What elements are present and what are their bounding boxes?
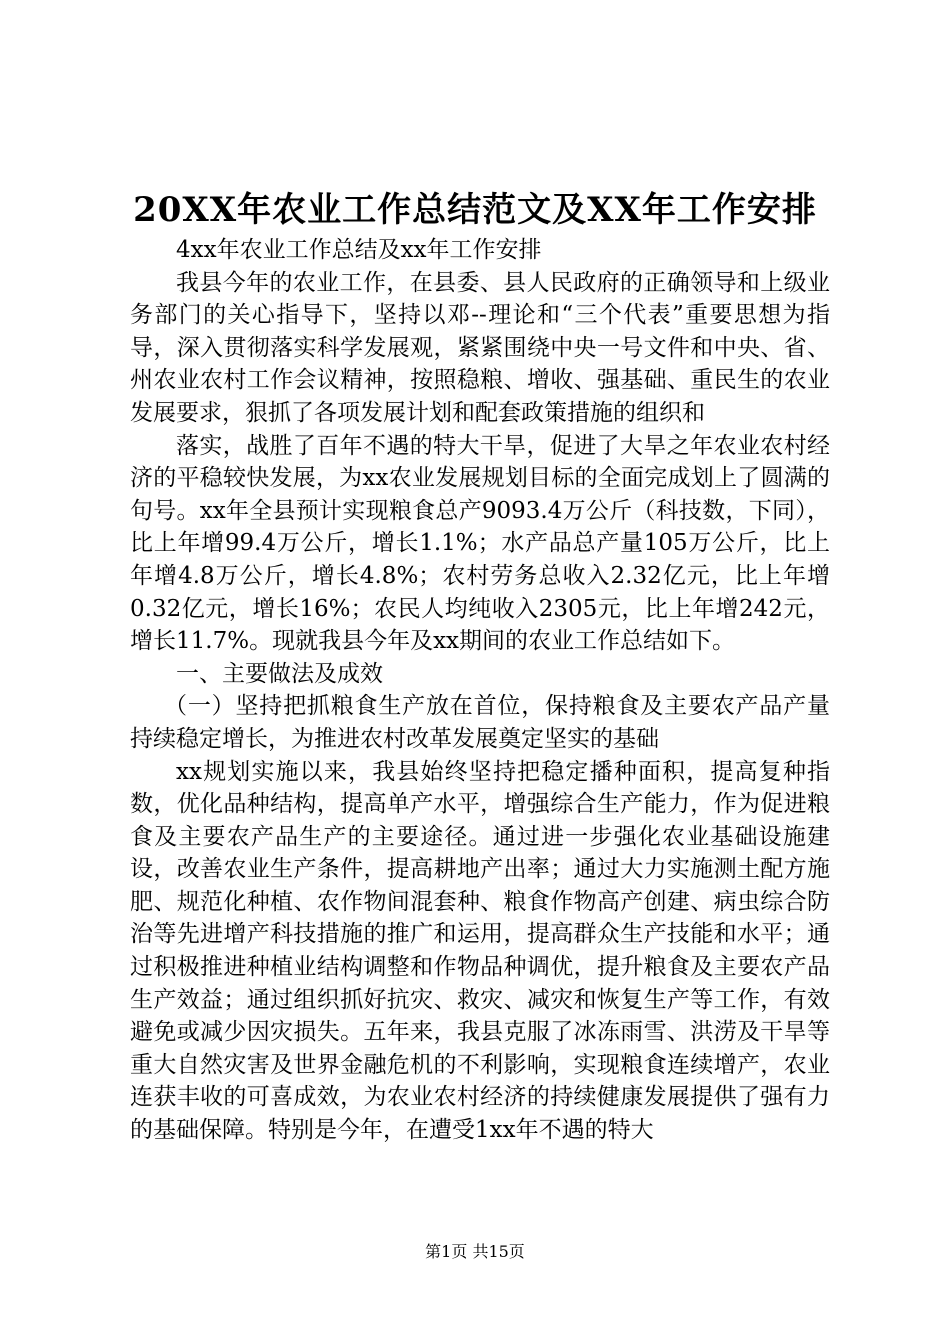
document-body xyxy=(130,234,830,1147)
subsection-heading: （一）坚持把抓粮食生产放在首位，保持粮食及主要农产品产量持续稳定增长，为推进农村改革发展奠定坚实的基础 xyxy=(130,693,830,752)
page-footer: 第1页 共15页 xyxy=(425,1242,525,1261)
paragraph-results: 落实，战胜了百年不遇的特大干旱，促进了大旱之年农业农村经济的平稳较快发展，为xx农业发展规划目标的全面完成划上了圆满的句号。xx年全县预计实现粮食总产9093.4万公斤（科技数，下同），比上年增99.4万公斤，增长1.1%；水产品总产量105万公斤，比上年增4.8万公斤，增长4.8%；农村劳务总收入2.32亿元，比上年增0.32亿元，增长16%；农民人均纯收入2305元，比上年增242元，增长11.7%。现就我县今年及xx期间的农业工作总结如下。 xyxy=(130,432,830,655)
paragraph-planning: xx规划实施以来，我县始终坚持把稳定播种面积，提高复种指数，优化品种结构，提高单产水平，增强综合生产能力，作为促进粮食及主要农产品生产的主要途径。通过进一步强化农业基础设施建设，改善农业生产条件，提高耕地产出率；通过大力实施测土配方施肥、规范化种植、农作物间混套种、粮食作物高产创建、病虫综合防治等先进增产科技措施的推广和运用，提高群众生产技能和水平；通过积极推进种植业结构调整和作物品种调优，提升粮食及主要农产品生产效益；通过组织抓好抗灾、救灾、减灾和恢复生产等工作，有效避免或减少因灾损失。五年来，我县克服了冰冻雨雪、洪涝及干旱等重大自然灾害及世界金融危机的不利影响，实现粮食连续增产，农业连获丰收的可喜成效，为农业农村经济的持续健康发展提供了强有力的基础保障。特别是今年，在遭受1xx年不遇的特大 xyxy=(130,758,830,1144)
paragraph-subtitle: 4xx年农业工作总结及xx年工作安排 xyxy=(176,237,542,263)
document-title: 20XX年农业工作总结范文及XX年工作安排 xyxy=(133,190,817,230)
paragraph-intro: 我县今年的农业工作，在县委、县人民政府的正确领导和上级业务部门的关心指导下，坚持以邓--理论和“三个代表”重要思想为指导，深入贯彻落实科学发展观，紧紧围绕中央一号文件和中央、省、州农业农村工作会议精神，按照稳粮、增收、强基础、重民生的农业发展要求，狠抓了各项发展计划和配套政策措施的组织和 xyxy=(130,269,830,426)
section-heading: 一、主要做法及成效 xyxy=(176,660,383,687)
